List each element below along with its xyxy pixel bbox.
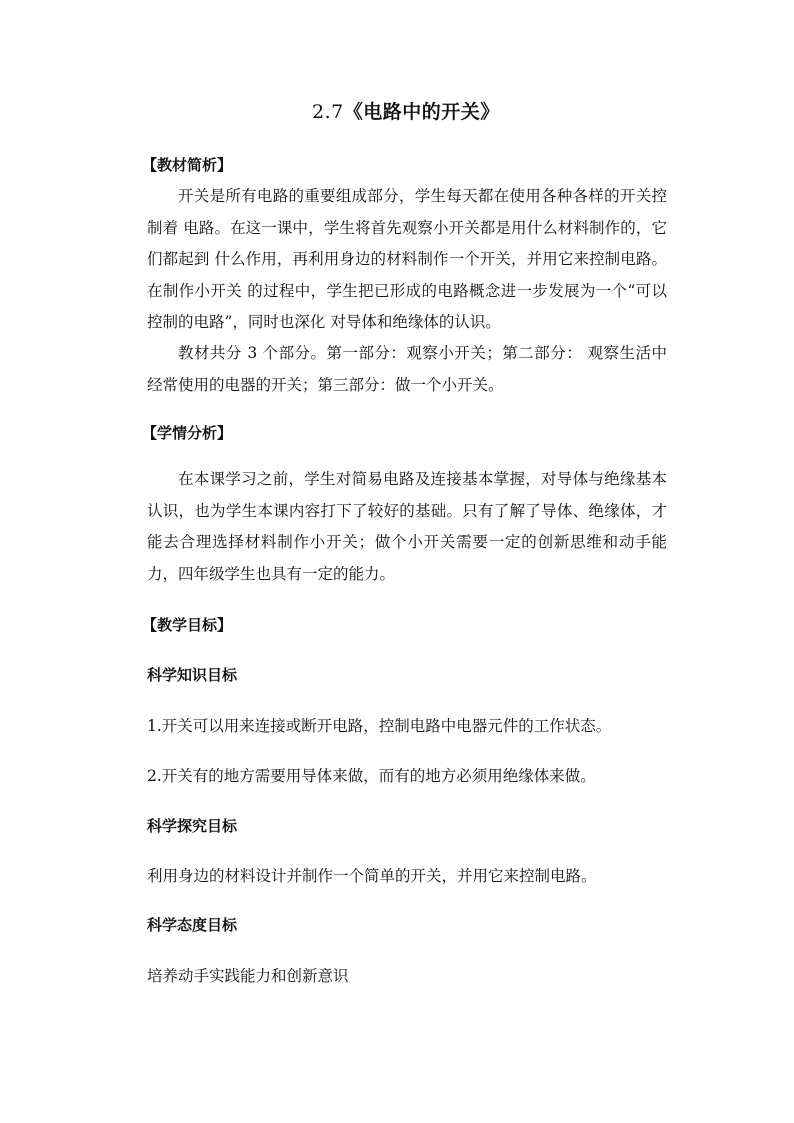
knowledge-item-2: 2.开关有的地方需要用导体来做，而有的地方必须用绝缘体来做。 [147,767,596,785]
section-heading-goals: 【教学目标】 [142,616,233,634]
attitude-item-1: 培养动手实践能力和创新意识 [147,967,349,985]
document-title [312,97,500,124]
inquiry-item-1: 利用身边的材料设计并制作一个简单的开关，并用它来控制电路。 [147,867,597,885]
title-text: 《电路中的开关》 [343,101,500,123]
textbook-paragraph-1: 开关是所有电路的重要组成部分，学生每天都在使用各种各样的开关控制着 电路。在这一课中，学生将首先观察小开关都是用什么材料制作的，它们都起到 什么作用，再利用身边的材料制作一个开关，并用它来控制电路。在制作小开关 的过程中，学生把已形成的电路概念进一步发展为一个“可以控制的电路”，同时也深化 对导体和绝缘体的认识。 [147,187,667,331]
section-heading-textbook: 【教材简析】 [142,156,233,174]
subheading-knowledge: 科学知识目标 [147,666,238,684]
knowledge-item-1: 1.开关可以用来连接或断开电路，控制电路中电器元件的工作状态。 [147,717,612,735]
textbook-paragraph-2: 教材共分 3 个部分。第一部分：观察小开关；第二部分： 观察生活中经常使用的电器的开关；第三部分：做一个小开关。 [147,344,667,394]
section-heading-learners: 【学情分析】 [142,424,233,442]
subheading-inquiry: 科学探究目标 [147,817,238,835]
title-number: 2.7 [312,101,344,123]
learners-paragraph-1: 在本课学习之前，学生对简易电路及连接基本掌握，对导体与绝缘基本认识，也为学生本课内容打下了较好的基础。只有了解了导体、绝缘体，才能去合理选择材料制作小开关；做个小开关需要一定的创新思维和动手能力，四年级学生也具有一定的能力。 [147,470,667,583]
subheading-attitude: 科学态度目标 [147,916,238,934]
